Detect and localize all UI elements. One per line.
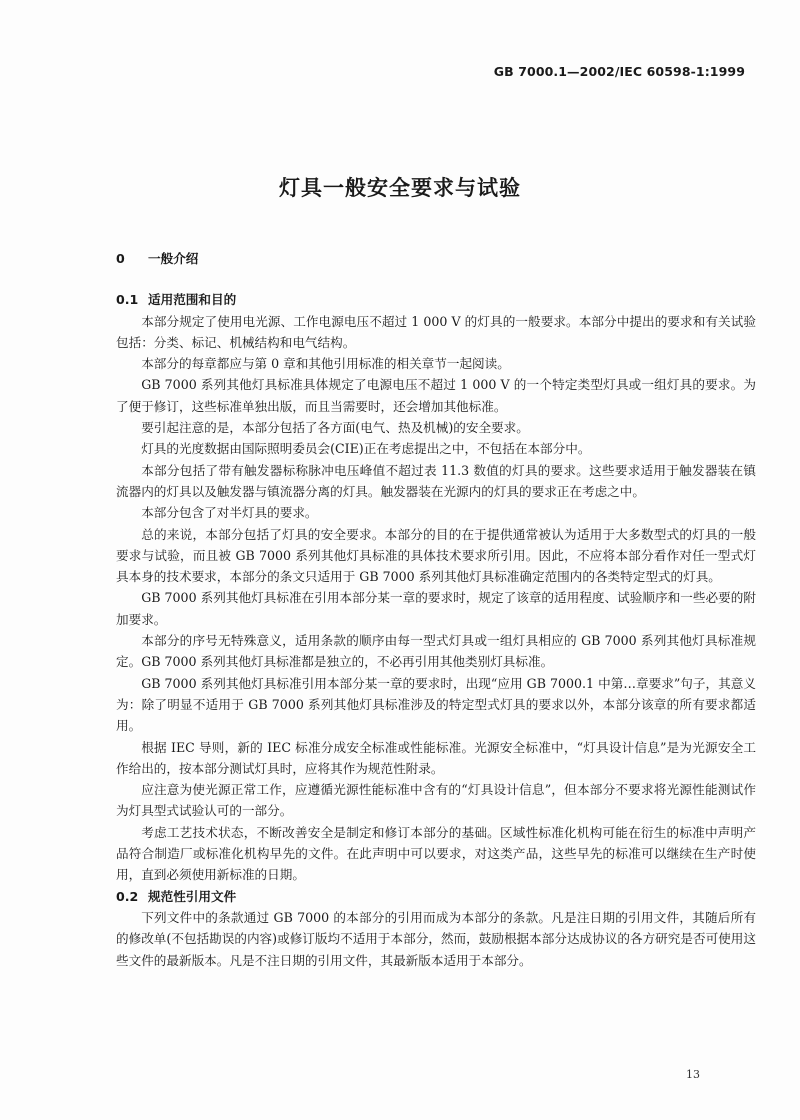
paragraph: 灯具的光度数据由国际照明委员会(CIE)正在考虑提出之中，不包括在本部分中。 (141, 441, 591, 457)
paragraph: 根据 IEC 导则，新的 IEC 标准分成安全标准或性能标准。光源安全标准中，“灯具设计信息”是为光源安全工作给出的，按本部分测试灯具时，应将其作为规范性附录。 (116, 739, 756, 776)
paragraph: GB 7000 系列其他灯具标准在引用本部分某一章的要求时，规定了该章的适用程度、试验顺序和一些必要的附加要求。 (116, 590, 756, 627)
page-number: 13 (686, 1068, 700, 1081)
section-0-heading (116, 248, 756, 269)
paragraph: 本部分规定了使用电光源、工作电源电压不超过 1 000 V 的灯具的一般要求。本部分中提出的要求和有关试验包括：分类、标记、机械结构和电气结构。 (116, 313, 756, 350)
paragraph: 总的来说，本部分包括了灯具的安全要求。本部分的目的在于提供通常被认为适用于大多数型式的灯具的一般要求与试验，而且被 GB 7000 系列其他灯具标准的具体技术要求所引用。因此，不应将本部分看作对任一型式灯具本身的技术要求，本部分的条文只适用于 GB 7000 系列其他灯具标准确定范围内的各类特定型式的灯具。 (116, 526, 756, 585)
paragraph: 本部分包含了对半灯具的要求。 (141, 505, 318, 521)
section-title: 适用范围和目的 (148, 292, 237, 308)
document-body (116, 248, 756, 971)
section-0-2-heading (116, 886, 756, 907)
paragraph: GB 7000 系列其他灯具标准引用本部分某一章的要求时，出现“应用 GB 7000.1 中第…章要求”句子，其意义为：除了明显不适用于 GB 7000 系列其他灯具标准涉及的特定型式灯具的要求以外，本部分该章的所有要求都适用。 (116, 675, 756, 734)
paragraph: 要引起注意的是，本部分包括了各方面(电气、热及机械)的安全要求。 (141, 420, 529, 436)
paragraph: 本部分包括了带有触发器标称脉冲电压峰值不超过表 11.3 数值的灯具的要求。这些要求适用于触发器装在镇流器内的灯具以及触发器与镇流器分离的灯具。触发器装在光源内的灯具的要求正在考虑之中。 (116, 462, 756, 499)
paragraph: 本部分的序号无特殊意义，适用条款的顺序由每一型式灯具或一组灯具相应的 GB 7000 系列其他灯具标准规定。GB 7000 系列其他灯具标准都是独立的，不必再引用其他类别灯具标准。 (116, 633, 756, 670)
standard-code: GB 7000.1—2002/IEC 60598-1:1999 (493, 64, 745, 79)
section-0-1-heading (116, 289, 756, 310)
section-number: 0.1 (116, 292, 139, 308)
document-title: 灯具一般安全要求与试验 (279, 176, 521, 200)
paragraph: 考虑工艺技术状态，不断改善安全是制定和修订本部分的基础。区域性标准化机构可能在衍生的标准中声明产品符合制造厂或标准化机构早先的文件。在此声明中可以要求，对这类产品，这些早先的标准可以继续在生产时使用，直到必须使用新标准的日期。 (116, 824, 756, 883)
section-number: 0 (116, 251, 125, 266)
section-title: 规范性引用文件 (148, 888, 237, 904)
paragraph: 本部分的每章都应与第 0 章和其他引用标准的相关章节一起阅读。 (141, 356, 510, 372)
paragraph: 下列文件中的条款通过 GB 7000 的本部分的引用而成为本部分的条款。凡是注日期的引用文件，其随后所有的修改单(不包括勘误的内容)或修订版均不适用于本部分，然而，鼓励根据本部分达成协议的各方研究是否可使用这些文件的最新版本。凡是不注日期的引用文件，其最新版本适用于本部分。 (116, 909, 756, 968)
paragraph: 应注意为使光源正常工作，应遵循光源性能标准中含有的“灯具设计信息”，但本部分不要求将光源性能测试作为灯具型式试验认可的一部分。 (116, 782, 756, 819)
section-title: 一般介绍 (148, 251, 199, 266)
paragraph: GB 7000 系列其他灯具标准具体规定了电源电压不超过 1 000 V 的一个特定类型灯具或一组灯具的要求。为了便于修订，这些标准单独出版，而且当需要时，还会增加其他标准。 (116, 377, 756, 414)
section-number: 0.2 (116, 888, 139, 904)
